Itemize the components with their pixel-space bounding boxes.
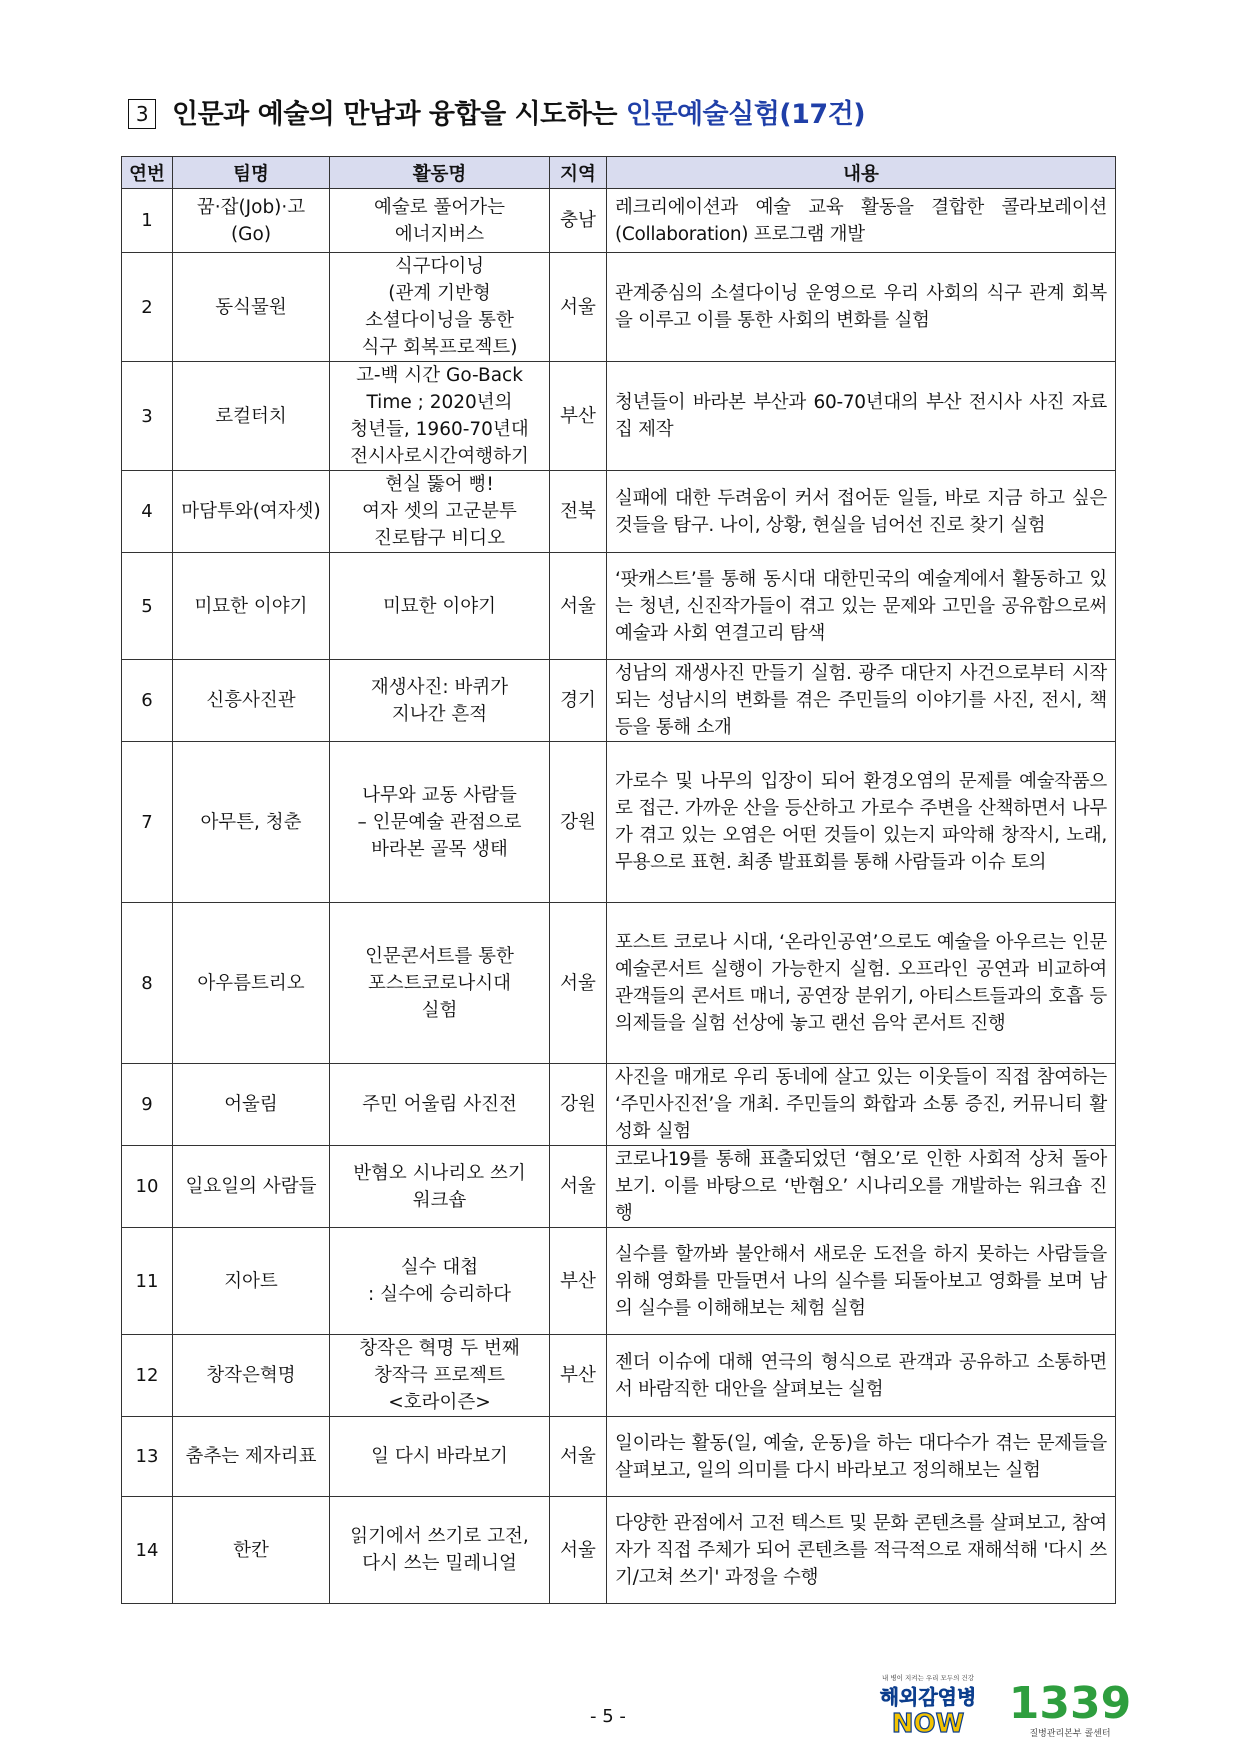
cell-no: 3 <box>122 362 173 471</box>
cell-content: 다양한 관점에서 고전 텍스트 및 문화 콘텐츠를 살펴보고, 참여자가 직접 주체가 되어 콘텐츠를 적극적으로 재해석해 '다시 쓰기/고쳐 쓰기' 과정을 수행 <box>607 1497 1116 1604</box>
header-no: 연번 <box>122 157 173 189</box>
cell-no: 2 <box>122 253 173 362</box>
header-region: 지역 <box>550 157 607 189</box>
cell-team: 신흥사진관 <box>173 660 330 742</box>
cell-region: 강원 <box>550 1064 607 1146</box>
cell-region: 서울 <box>550 553 607 660</box>
cell-no: 6 <box>122 660 173 742</box>
table-row <box>122 1335 1116 1417</box>
cell-team: 아무튼, 청춘 <box>173 742 330 903</box>
table-header-row <box>122 157 1116 189</box>
cell-no: 4 <box>122 471 173 553</box>
cell-activity: 인문콘서트를 통한 포스트코로나시대 실험 <box>330 903 550 1064</box>
table-row <box>122 471 1116 553</box>
cell-region: 부산 <box>550 1228 607 1335</box>
kcdc-1339-logo <box>1005 1670 1135 1742</box>
cell-activity: 창작은 혁명 두 번째 창작극 프로젝트 <호라이즌> <box>330 1335 550 1417</box>
table-row <box>122 903 1116 1064</box>
logo-right-caption: 질병관리본부 콜센터 <box>1029 1729 1111 1739</box>
cell-content: 청년들이 바라본 부산과 60-70년대의 부산 전시사 사진 자료집 제작 <box>607 362 1116 471</box>
cell-activity: 반혐오 시나리오 쓰기 워크숍 <box>330 1146 550 1228</box>
cell-activity: 읽기에서 쓰기로 고전, 다시 쓰는 밀레니얼 <box>330 1497 550 1604</box>
header-content: 내용 <box>607 157 1116 189</box>
cell-region: 경기 <box>550 660 607 742</box>
cell-content: 포스트 코로나 시대, ‘온라인공연’으로도 예술을 아우르는 인문예술콘서트 실행이 가능한지 실험. 오프라인 공연과 비교하여 관객들의 콘서트 매너, 공연장 분위기, 아티스트들과의 호흡 등 의제들을 실험 선상에 놓고 랜선 음악 콘서트 진행 <box>607 903 1116 1064</box>
cell-activity: 나무와 교동 사람들 – 인문예술 관점으로 바라본 골목 생태 <box>330 742 550 903</box>
cell-content: 가로수 및 나무의 입장이 되어 환경오염의 문제를 예술작품으로 접근. 가까운 산을 등산하고 가로수 주변을 산책하면서 나무가 겪고 있는 오염은 어떤 것들이 있는지 파악해 창작시, 노래, 무용으로 표현. 최종 발표회를 통해 사람들과 이슈 토의 <box>607 742 1116 903</box>
cell-no: 8 <box>122 903 173 1064</box>
activity-table <box>121 156 1116 1604</box>
cell-team: 지아트 <box>173 1228 330 1335</box>
cell-no: 1 <box>122 189 173 253</box>
cell-content: 일이라는 활동(일, 예술, 운동)을 하는 대다수가 겪는 문제들을 살펴보고, 일의 의미를 다시 바라보고 정의해보는 실험 <box>607 1417 1116 1497</box>
cell-region: 서울 <box>550 1497 607 1604</box>
cell-team: 동식물원 <box>173 253 330 362</box>
header-activity: 활동명 <box>330 157 550 189</box>
cell-content: 관계중심의 소셜다이닝 운영으로 우리 사회의 식구 관계 회복을 이루고 이를 통한 사회의 변화를 실험 <box>607 253 1116 362</box>
cell-content: 레크리에이션과 예술 교육 활동을 결합한 콜라보레이션(Collaboration) 프로그램 개발 <box>607 189 1116 253</box>
cell-team: 아우름트리오 <box>173 903 330 1064</box>
header-team: 팀명 <box>173 157 330 189</box>
cell-team: 어울림 <box>173 1064 330 1146</box>
cell-no: 7 <box>122 742 173 903</box>
table-row <box>122 1228 1116 1335</box>
cell-content: 코로나19를 통해 표출되었던 ‘혐오’로 인한 사회적 상처 돌아보기. 이를 바탕으로 ‘반혐오’ 시나리오를 개발하는 워크숍 진행 <box>607 1146 1116 1228</box>
overseas-infection-now-logo <box>868 1670 988 1742</box>
cell-team: 미묘한 이야기 <box>173 553 330 660</box>
cell-team: 꿈·잡(Job)·고(Go) <box>173 189 330 253</box>
cell-team: 마담투와(여자셋) <box>173 471 330 553</box>
table-row <box>122 362 1116 471</box>
cell-region: 서울 <box>550 1146 607 1228</box>
cell-activity: 식구다이닝 (관계 기반형 소셜다이닝을 통한 식구 회복프로젝트) <box>330 253 550 362</box>
section-title <box>128 92 865 131</box>
cell-region: 부산 <box>550 362 607 471</box>
table-row <box>122 253 1116 362</box>
table-row <box>122 742 1116 903</box>
cell-content: ‘팟캐스트’를 통해 동시대 대한민국의 예술계에서 활동하고 있는 청년, 신진작가들이 겪고 있는 문제와 고민을 공유함으로써 예술과 사회 연결고리 탐색 <box>607 553 1116 660</box>
section-title-highlight: 인문예술실험(17건) <box>625 99 866 130</box>
logo-left-line1: 해외감염병 <box>879 1685 977 1709</box>
cell-content: 실수를 할까봐 불안해서 새로운 도전을 하지 못하는 사람들을 위해 영화를 만들면서 나의 실수를 되돌아보고 영화를 보며 남의 실수를 이해해보는 체험 실험 <box>607 1228 1116 1335</box>
cell-activity: 일 다시 바라보기 <box>330 1417 550 1497</box>
section-number-box: 3 <box>128 99 156 129</box>
cell-activity: 고-백 시간 Go-Back Time ; 2020년의 청년들, 1960-70년대 전시사로시간여행하기 <box>330 362 550 471</box>
table-row <box>122 189 1116 253</box>
cell-region: 부산 <box>550 1335 607 1417</box>
section-title-prefix: 인문과 예술의 만남과 융합을 시도하는 <box>172 99 626 130</box>
cell-content: 성남의 재생사진 만들기 실험. 광주 대단지 사건으로부터 시작되는 성남시의 변화를 겪은 주민들의 이야기를 사진, 전시, 책 등을 통해 소개 <box>607 660 1116 742</box>
table-row <box>122 660 1116 742</box>
cell-no: 11 <box>122 1228 173 1335</box>
cell-region: 강원 <box>550 742 607 903</box>
table-row <box>122 1146 1116 1228</box>
cell-team: 일요일의 사람들 <box>173 1146 330 1228</box>
table-row <box>122 1497 1116 1604</box>
table-row <box>122 1064 1116 1146</box>
cell-team: 창작은혁명 <box>173 1335 330 1417</box>
page-number: - 5 - <box>590 1706 626 1727</box>
table-row <box>122 553 1116 660</box>
cell-region: 서울 <box>550 1417 607 1497</box>
cell-activity: 실수 대첩 : 실수에 승리하다 <box>330 1228 550 1335</box>
cell-activity: 현실 뚫어 뻥! 여자 셋의 고군분투 진로탐구 비디오 <box>330 471 550 553</box>
logo-left-tagline: 내 병이 지켜는 우리 모두의 건강 <box>882 1674 974 1682</box>
cell-no: 12 <box>122 1335 173 1417</box>
cell-no: 9 <box>122 1064 173 1146</box>
cell-content: 젠더 이슈에 대해 연극의 형식으로 관객과 공유하고 소통하면서 바람직한 대안을 살펴보는 실험 <box>607 1335 1116 1417</box>
cell-activity: 예술로 풀어가는 에너지버스 <box>330 189 550 253</box>
cell-content: 사진을 매개로 우리 동네에 살고 있는 이웃들이 직접 참여하는 ‘주민사진전’을 개최. 주민들의 화합과 소통 증진, 커뮤니티 활성화 실험 <box>607 1064 1116 1146</box>
cell-region: 서울 <box>550 903 607 1064</box>
cell-team: 한칸 <box>173 1497 330 1604</box>
cell-no: 13 <box>122 1417 173 1497</box>
cell-activity: 재생사진: 바퀴가 지나간 흔적 <box>330 660 550 742</box>
logo-left-line2: NOW <box>891 1709 965 1739</box>
cell-no: 10 <box>122 1146 173 1228</box>
cell-activity: 주민 어울림 사진전 <box>330 1064 550 1146</box>
cell-region: 충남 <box>550 189 607 253</box>
cell-region: 서울 <box>550 253 607 362</box>
table-row <box>122 1417 1116 1497</box>
cell-region: 전북 <box>550 471 607 553</box>
cell-no: 14 <box>122 1497 173 1604</box>
logo-right-number: 1339 <box>1008 1678 1132 1729</box>
cell-team: 로컬터치 <box>173 362 330 471</box>
cell-content: 실패에 대한 두려움이 커서 접어둔 일들, 바로 지금 하고 싶은 것들을 탐구. 나이, 상황, 현실을 넘어선 진로 찾기 실험 <box>607 471 1116 553</box>
cell-no: 5 <box>122 553 173 660</box>
cell-activity: 미묘한 이야기 <box>330 553 550 660</box>
cell-team: 춤추는 제자리표 <box>173 1417 330 1497</box>
